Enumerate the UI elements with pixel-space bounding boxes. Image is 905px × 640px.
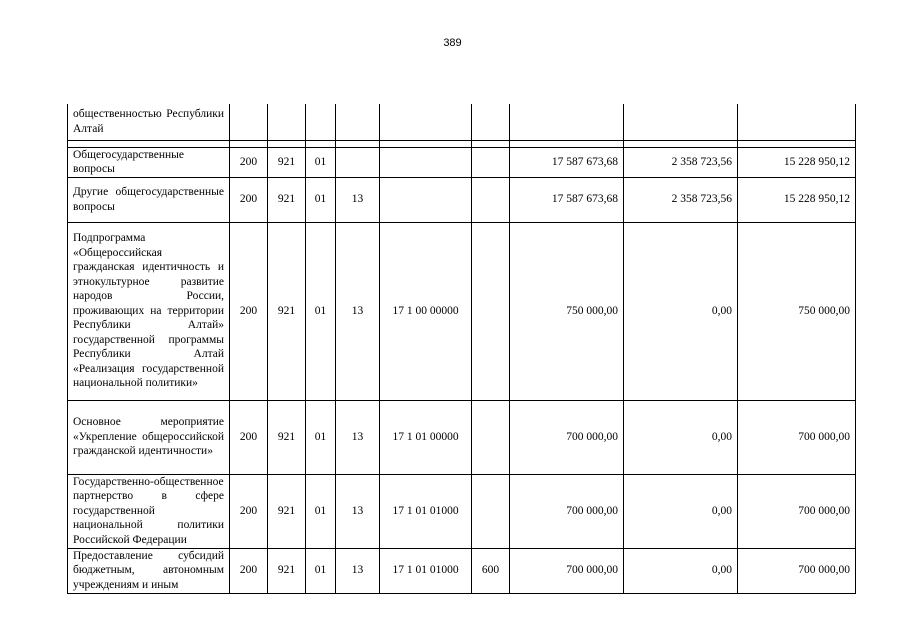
code-cell (230, 104, 268, 140)
table-row (68, 400, 856, 474)
amount-cell (738, 104, 856, 140)
row-name: Основное мероприятие «Укрепление общероссийской гражданской идентичности» (68, 400, 230, 474)
code-cell: 17 1 01 01000 (380, 474, 472, 548)
code-cell: 921 (268, 222, 306, 400)
code-cell (472, 104, 510, 140)
row-name: Другие общегосударственные вопросы (68, 177, 230, 222)
code-cell: 200 (230, 548, 268, 593)
code-cell (336, 104, 380, 140)
code-cell (380, 104, 472, 140)
code-cell: 13 (336, 177, 380, 222)
amount-cell: 2 358 723,56 (624, 147, 738, 177)
code-cell: 200 (230, 177, 268, 222)
budget-table (67, 104, 856, 594)
amount-cell: 17 587 673,68 (510, 147, 624, 177)
amount-cell (510, 104, 624, 140)
code-cell: 17 1 01 01000 (380, 548, 472, 593)
code-cell: 13 (336, 222, 380, 400)
code-cell: 200 (230, 222, 268, 400)
code-cell: 921 (268, 548, 306, 593)
code-cell: 921 (268, 147, 306, 177)
code-cell (336, 147, 380, 177)
code-cell: 200 (230, 400, 268, 474)
code-cell: 921 (268, 474, 306, 548)
code-cell: 01 (306, 147, 336, 177)
page-number: 389 (443, 37, 462, 49)
code-cell (472, 474, 510, 548)
table-row (68, 147, 856, 177)
code-cell: 01 (306, 222, 336, 400)
code-cell (380, 177, 472, 222)
row-name: Общегосударственные вопросы (68, 147, 230, 177)
amount-cell: 0,00 (624, 548, 738, 593)
amount-cell: 0,00 (624, 222, 738, 400)
row-gap (68, 140, 856, 147)
row-name: Государственно-общественное партнерство в сфере государственной национальной политики Российской Федерации (68, 474, 230, 548)
amount-cell: 17 587 673,68 (510, 177, 624, 222)
code-cell: 01 (306, 548, 336, 593)
row-name: Подпрограмма «Общероссийская гражданская идентичность и этнокультурное развитие народов России, проживающих на территории Республики Алтай» государственной программы Республики Алтай «Реализация государственной национальной политики» (68, 222, 230, 400)
amount-cell: 15 228 950,12 (738, 147, 856, 177)
table-row (68, 177, 856, 222)
code-cell: 01 (306, 474, 336, 548)
amount-cell: 750 000,00 (510, 222, 624, 400)
amount-cell: 0,00 (624, 474, 738, 548)
row-name: общественностью Республики Алтай (68, 104, 230, 140)
code-cell: 13 (336, 474, 380, 548)
code-cell: 17 1 01 00000 (380, 400, 472, 474)
amount-cell: 700 000,00 (738, 474, 856, 548)
code-cell (306, 104, 336, 140)
code-cell: 200 (230, 147, 268, 177)
table-row (68, 474, 856, 548)
amount-cell (624, 104, 738, 140)
code-cell (472, 147, 510, 177)
code-cell (268, 104, 306, 140)
code-cell (472, 400, 510, 474)
code-cell: 13 (336, 548, 380, 593)
code-cell: 921 (268, 177, 306, 222)
code-cell (380, 147, 472, 177)
amount-cell: 700 000,00 (510, 548, 624, 593)
code-cell: 13 (336, 400, 380, 474)
amount-cell: 750 000,00 (738, 222, 856, 400)
table-row (68, 222, 856, 400)
code-cell: 600 (472, 548, 510, 593)
table-row (68, 548, 856, 593)
amount-cell: 700 000,00 (510, 400, 624, 474)
code-cell: 17 1 00 00000 (380, 222, 472, 400)
row-name: Предоставление субсидий бюджетным, автономным учреждениям и иным (68, 548, 230, 593)
code-cell: 200 (230, 474, 268, 548)
code-cell (472, 222, 510, 400)
amount-cell: 15 228 950,12 (738, 177, 856, 222)
code-cell: 921 (268, 400, 306, 474)
table-row (68, 104, 856, 140)
amount-cell: 2 358 723,56 (624, 177, 738, 222)
amount-cell: 700 000,00 (738, 548, 856, 593)
code-cell: 01 (306, 177, 336, 222)
code-cell (472, 177, 510, 222)
amount-cell: 700 000,00 (510, 474, 624, 548)
amount-cell: 700 000,00 (738, 400, 856, 474)
amount-cell: 0,00 (624, 400, 738, 474)
code-cell: 01 (306, 400, 336, 474)
